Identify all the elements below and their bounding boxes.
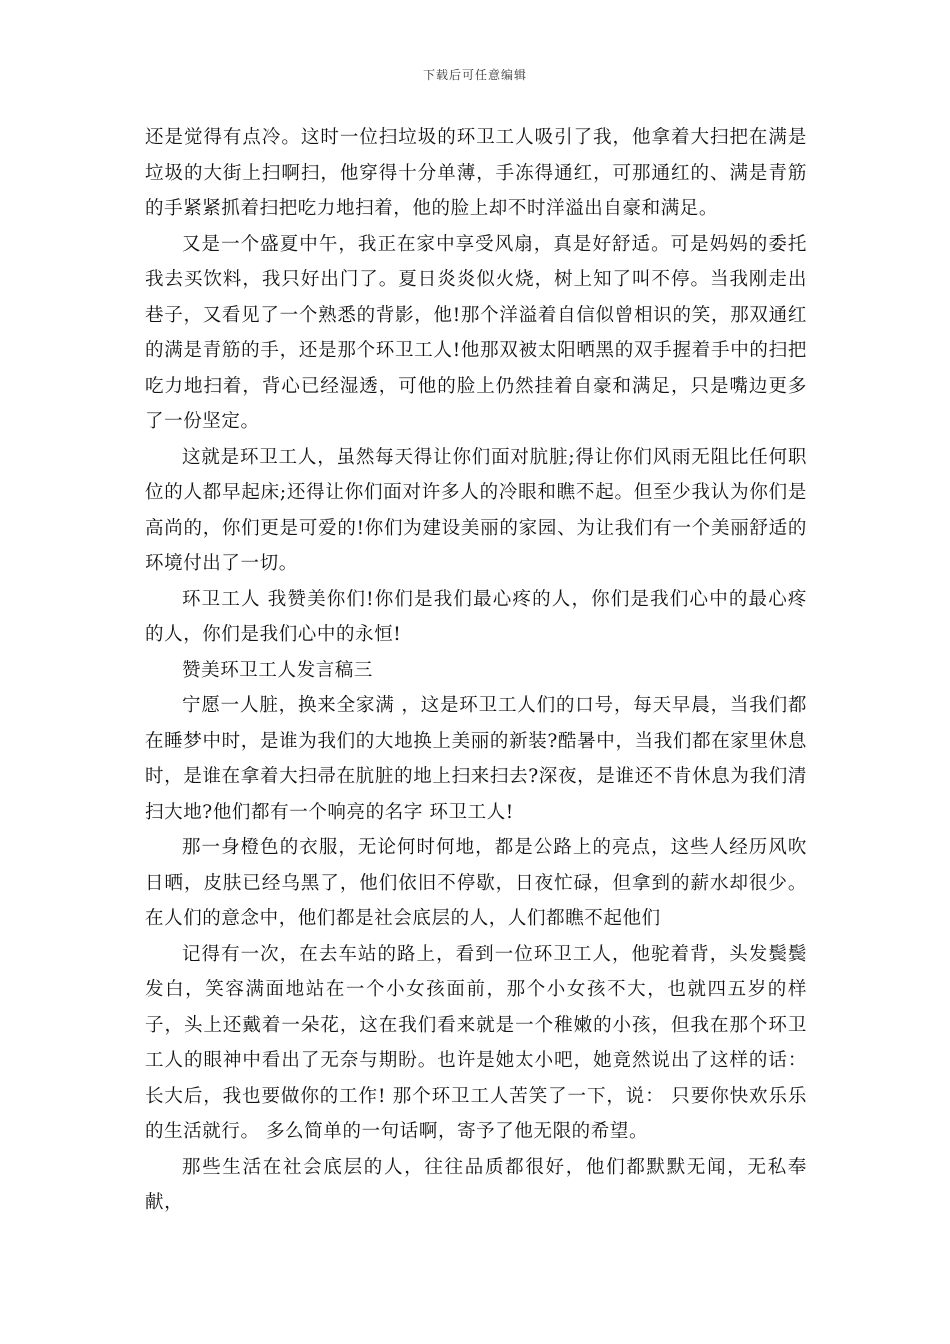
paragraph: 那一身橙色的衣服，无论何时何地，都是公路上的亮点，这些人经历风吹日晒，皮肤已经乌黑了，他们依旧不停歇，日夜忙碌，但拿到的薪水却很少。在人们的意念中，他们都是社会底层的人，人们都瞧不起他们 bbox=[145, 837, 807, 929]
section-heading: 赞美环卫工人发言稿三 bbox=[182, 659, 374, 681]
document-body bbox=[145, 120, 807, 1221]
paragraph: 记得有一次，在去车站的路上，看到一位环卫工人，他驼着背，头发鬓鬓发白，笑容满面地站在一个小女孩面前，那个小女孩不大，也就四五岁的样子，头上还戴着一朵花，这在我们看来就是一个稚嫩的小孩，但我在那个环卫工人的眼神中看出了无奈与期盼。也许是她太小吧，她竟然说出了这样的话： 长大后，我也要做你的工作! 那个环卫工人苦笑了一下，说： 只要你快欢乐乐的生活就行。 多么简单的一句话啊，寄予了他无限的希望。 bbox=[145, 943, 807, 1142]
paragraph: 还是觉得有点冷。这时一位扫垃圾的环卫工人吸引了我，他拿着大扫把在满是垃圾的大街上扫啊扫，他穿得十分单薄，手冻得通红，可那通红的、满是青筋的手紧紧抓着扫把吃力地扫着，他的脸上却不时洋溢出自豪和满足。 bbox=[145, 127, 807, 219]
paragraph: 宁愿一人脏，换来全家满 ，这是环卫工人们的口号，每天早晨，当我们都在睡梦中时，是谁为我们的大地换上美丽的新装?酷暑中，当我们都在家里休息时，是谁在拿着大扫帚在肮脏的地上扫来扫去?深夜，是谁还不肯休息为我们清扫大地?他们都有一个响亮的名字 环卫工人! bbox=[145, 695, 807, 823]
paragraph: 环卫工人 我赞美你们!你们是我们最心疼的人，你们是我们心中的最心疼的人，你们是我们心中的永恒! bbox=[145, 588, 807, 645]
paragraph: 又是一个盛夏中午，我正在家中享受风扇，真是好舒适。可是妈妈的委托我去买饮料，我只好出门了。夏日炎炎似火烧，树上知了叫不停。当我刚走出巷子，又看见了一个熟悉的背影，他!那个洋溢着自信似曾相识的笑，那双通红的满是青筋的手，还是那个环卫工人!他那双被太阳晒黑的双手握着手中的扫把吃力地扫着，背心已经湿透，可他的脸上仍然挂着自豪和满足，只是嘴边更多了一份坚定。 bbox=[145, 233, 807, 432]
paragraph: 那些生活在社会底层的人，往往品质都很好，他们都默默无闻，无私奉献， bbox=[145, 1156, 807, 1213]
page-header-note: 下载后可任意编辑 bbox=[422, 68, 527, 82]
paragraph: 这就是环卫工人，虽然每天得让你们面对肮脏;得让你们风雨无阻比任何职位的人都早起床;还得让你们面对许多人的冷眼和瞧不起。但至少我认为你们是高尚的，你们更是可爱的!你们为建设美丽的家园、为让我们有一个美丽舒适的环境付出了一切。 bbox=[145, 446, 807, 574]
